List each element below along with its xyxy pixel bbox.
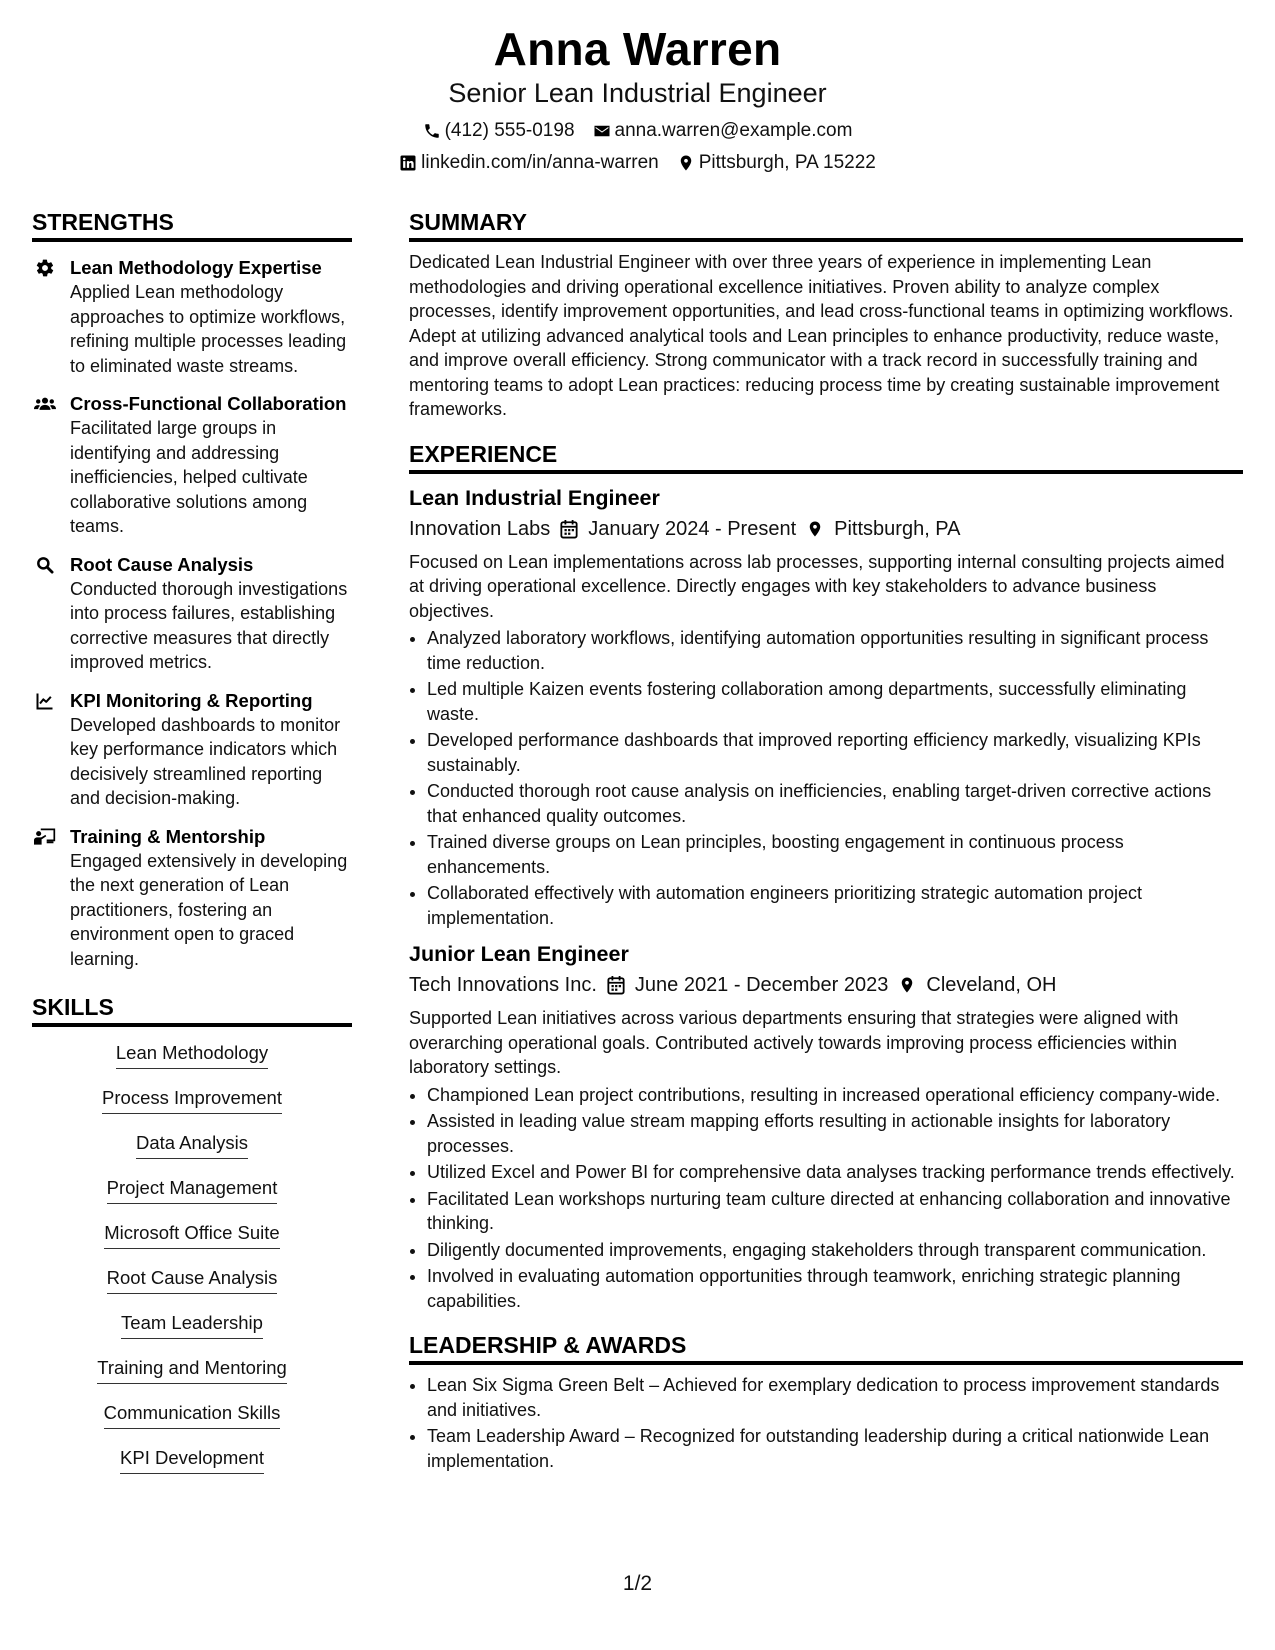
phone-icon: [423, 122, 441, 140]
skill-item: Data Analysis: [136, 1131, 248, 1159]
job-description: Supported Lean initiatives across various departments ensuring that strategies were aligned with overarching operational goals. Contributed actively towards improving process efficiencies within laboratory settings.: [409, 1008, 1179, 1077]
strength-desc: Developed dashboards to monitor key performance indicators which decisively streamlined reporting and decision-making.: [70, 714, 341, 808]
strength-item: [32, 825, 352, 972]
strength-item: [32, 256, 352, 378]
job-location: Pittsburgh, PA: [834, 517, 961, 540]
leadership-list: [409, 1373, 1243, 1473]
strength-title: Training & Mentorship: [70, 825, 266, 847]
summary-heading: SUMMARY: [409, 208, 1243, 242]
job-bullet: • Collaborated effectively with automation engineers prioritizing strategic automation project implementation.: [427, 881, 1243, 930]
map-pin-icon: [806, 519, 824, 539]
teacher-icon: [34, 827, 56, 847]
job-title: Junior Lean Engineer: [409, 942, 629, 966]
job-dates: January 2024 - Present: [588, 517, 797, 540]
job-bullets: [409, 1083, 1243, 1314]
job-dates: June 2021 - December 2023: [634, 974, 889, 996]
strength-title: Root Cause Analysis: [70, 553, 254, 575]
strength-title: Lean Methodology Expertise: [70, 257, 322, 278]
skill-item: Microsoft Office Suite: [104, 1221, 279, 1249]
job-bullet: • Diligently documented improvements, engaging stakeholders through transparent communication.: [427, 1238, 1243, 1263]
summary-text: Dedicated Lean Industrial Engineer with over three years of experience in implementing Lean methodologies and driving operational excellence initiatives. Proven ability to analyze complex processes, identify improvement opportunities, and lead cross-functional teams in optimizing workflows. Adept at utilizing advanced analytical tools and Lean principles to enhance productivity, reduce waste, and improve overall efficiency. Strong communicator with a track record in successfully training and mentoring teams to adopt Lean practices: reducing process time by creating sustainable improvement frameworks.: [409, 252, 1234, 419]
chart-line-icon: [34, 691, 56, 711]
phone-text: (412) 555-0198: [444, 120, 575, 141]
right-column: [409, 208, 1243, 1475]
job-bullet: • Involved in evaluating automation opportunities through teamwork, enriching strategic planning capabilities.: [427, 1264, 1243, 1313]
skills-list: [32, 1041, 352, 1491]
map-pin-icon: [677, 154, 695, 172]
skill-item: Process Improvement: [102, 1086, 282, 1114]
job-entry: [409, 940, 1243, 1313]
strength-item: [32, 392, 352, 539]
strengths-heading: STRENGTHS: [32, 208, 352, 242]
search-icon: [34, 555, 56, 575]
job-bullet: • Analyzed laboratory workflows, identifying automation opportunities resulting in significant process time reduction.: [427, 626, 1243, 675]
job-bullet: • Utilized Excel and Power BI for comprehensive data analyses tracking performance trends effectively.: [427, 1160, 1243, 1185]
experience-heading: EXPERIENCE: [409, 440, 1243, 474]
contact-row-1: [0, 119, 1275, 143]
strength-title: KPI Monitoring & Reporting: [70, 689, 313, 711]
award-item: • Team Leadership Award – Recognized for outstanding leadership during a critical nationwide Lean implementation.: [427, 1424, 1243, 1473]
candidate-title: Senior Lean Industrial Engineer: [448, 78, 827, 108]
resume-header: [0, 22, 1275, 175]
map-pin-icon: [898, 975, 916, 995]
strength-item: [32, 689, 352, 811]
page-number: 1/2: [622, 1572, 653, 1595]
calendar-icon: [560, 519, 578, 539]
linkedin-icon: [399, 154, 417, 172]
contact-row-2: [0, 151, 1275, 175]
job-company: Innovation Labs: [409, 517, 551, 540]
job-bullet: • Trained diverse groups on Lean principles, boosting engagement in continuous process enhancements.: [427, 830, 1243, 879]
job-bullet: • Facilitated Lean workshops nurturing team culture directed at enhancing collaboration and innovative thinking.: [427, 1187, 1243, 1236]
job-bullet: • Led multiple Kaizen events fostering collaboration among departments, successfully eliminating waste.: [427, 677, 1243, 726]
job-bullet: • Conducted thorough root cause analysis on inefficiencies, enabling target-driven corrective actions that enhanced quality outcomes.: [427, 779, 1243, 828]
strength-title: Cross-Functional Collaboration: [70, 393, 347, 414]
strength-desc: Conducted thorough investigations into process failures, establishing corrective measures that directly improved metrics.: [70, 578, 348, 672]
skill-item: KPI Development: [120, 1446, 264, 1474]
gear-icon: [34, 258, 56, 278]
strength-desc: Engaged extensively in developing the next generation of Lean practitioners, fostering an environment open to graced learning.: [70, 850, 348, 969]
job-bullet: • Assisted in leading value stream mapping efforts resulting in actionable insights for laboratory processes.: [427, 1109, 1243, 1158]
leadership-heading: LEADERSHIP & AWARDS: [409, 1331, 1243, 1365]
linkedin-contact[interactable]: [399, 151, 659, 175]
calendar-icon: [607, 975, 625, 995]
job-title: Lean Industrial Engineer: [409, 485, 660, 510]
job-bullet: • Developed performance dashboards that improved reporting efficiency markedly, visualizing KPIs sustainably.: [427, 728, 1243, 777]
candidate-name: Anna Warren: [493, 23, 782, 75]
phone-contact: [423, 119, 575, 143]
users-icon: [34, 394, 56, 414]
email-contact[interactable]: [593, 119, 853, 143]
job-bullets: [409, 626, 1243, 930]
strength-desc: Facilitated large groups in identifying and addressing inefficiencies, helped cultivate collaborative solutions among teams.: [70, 418, 308, 536]
skill-item: Team Leadership: [121, 1311, 263, 1339]
skill-item: Root Cause Analysis: [107, 1266, 278, 1294]
job-bullet: • Championed Lean project contributions, resulting in increased operational efficiency company-wide.: [427, 1083, 1243, 1108]
envelope-icon: [593, 122, 611, 140]
location-text: Pittsburgh, PA 15222: [698, 152, 876, 173]
job-entry: [409, 484, 1243, 931]
strength-item: [32, 553, 352, 675]
skill-item: Lean Methodology: [116, 1041, 268, 1069]
skill-item: Project Management: [107, 1176, 278, 1204]
location-contact: [677, 151, 876, 175]
skills-heading: SKILLS: [32, 993, 352, 1027]
job-meta: [409, 971, 1243, 999]
left-column: [32, 208, 352, 1491]
job-description: Focused on Lean implementations across lab processes, supporting internal consulting projects aimed at driving operational excellence. Directly engages with key stakeholders to advance business objectives.: [409, 551, 1225, 621]
email-text[interactable]: anna.warren@example.com: [614, 120, 853, 141]
strength-desc: Applied Lean methodology approaches to optimize workflows, refining multiple processes leading to eliminated waste streams.: [70, 282, 347, 376]
linkedin-text[interactable]: linkedin.com/in/anna-warren: [421, 152, 659, 173]
skill-item: Training and Mentoring: [97, 1356, 287, 1384]
job-meta: [409, 515, 1243, 543]
skill-item: Communication Skills: [104, 1401, 281, 1429]
award-item: • Lean Six Sigma Green Belt – Achieved for exemplary dedication to process improvement standards and initiatives.: [427, 1373, 1243, 1422]
job-location: Cleveland, OH: [926, 974, 1057, 996]
job-company: Tech Innovations Inc.: [409, 974, 597, 996]
